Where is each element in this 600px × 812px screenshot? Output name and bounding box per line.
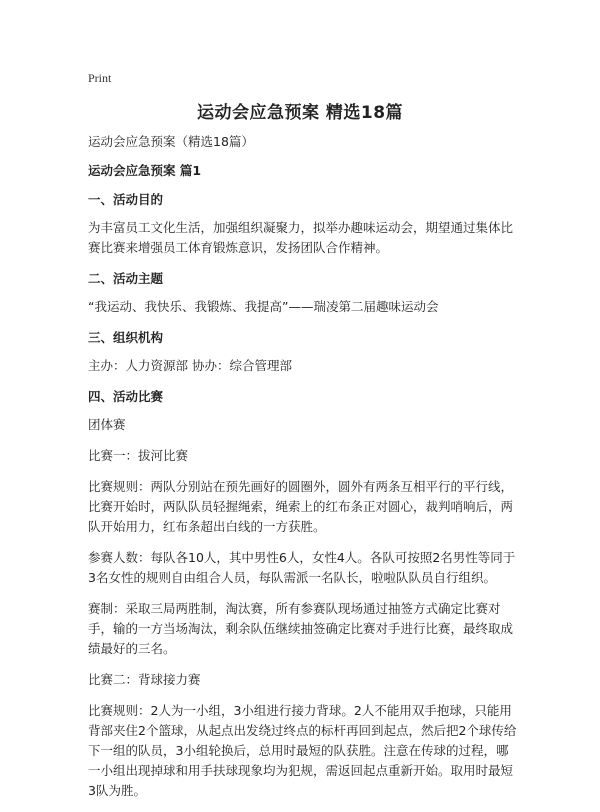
heading-purpose: 一、活动目的 (88, 192, 164, 207)
document-body (88, 132, 520, 812)
paragraph-match2: 比赛二：背球接力赛 (88, 672, 201, 687)
paragraph-format1: 赛制：采取三局两胜制，淘汰赛，所有参赛队现场通过抽签方式确定比赛对手，输的一方当场淘汰，剩余队伍继续抽签确定比赛对手进行比赛，最终取成绩最好的三名。 (88, 601, 514, 656)
paragraph-theme: “我运动、我快乐、我锻炼、我提高”——瑞凌第二届趣味运动会 (88, 299, 439, 314)
subtitle: 运动会应急预案（精选18篇） (88, 134, 254, 149)
paragraph-organization: 主办：人力资源部 协办：综合管理部 (88, 358, 292, 373)
paragraph-rules1: 比赛规则：两队分别站在预先画好的圆圈外，圆外有两条互相平行的平行线，比赛开始时，两队队员轻握绳索，绳索上的红布条正对圆心，裁判哨响后，两队开始用力，红布条超出白线的一方获胜。 (88, 479, 514, 534)
print-label: Print (88, 71, 112, 85)
heading-competition: 四、活动比赛 (88, 389, 164, 404)
section-title: 运动会应急预案 篇1 (88, 163, 202, 178)
paragraph-rules2: 比赛规则：2人为一小组，3小组进行接力背球。2人不能用双手抱球，只能用背部夹住2个篮球，从起点出发绕过终点的标杆再回到起点，然后把2个球传给下一组的队员，3小组轮换后，总用时最短的队获胜。注意在传球的过程，哪一小组出现掉球和用手扶球现象均为犯规，需返回起点重新开始。取用时最短3队为胜。 (88, 703, 517, 798)
heading-theme: 二、活动主题 (88, 271, 164, 286)
paragraph-people1: 参赛人数：每队各10人，其中男性6人，女性4人。各队可按照2名男性等同于3名女性的规则自由组合人员，每队需派一名队长，啦啦队队员自行组织。 (88, 550, 516, 585)
heading-organization: 三、组织机构 (88, 330, 164, 345)
paragraph-purpose: 为丰富员工文化生活，加强组织凝聚力，拟举办趣味运动会，期望通过集体比赛比赛来增强员工体育锻炼意识，发扬团队合作精神。 (88, 220, 514, 255)
paragraph-team: 团体赛 (88, 417, 126, 432)
paragraph-match1: 比赛一：拔河比赛 (88, 448, 189, 463)
page-title: 运动会应急预案 精选18篇 (196, 103, 404, 123)
